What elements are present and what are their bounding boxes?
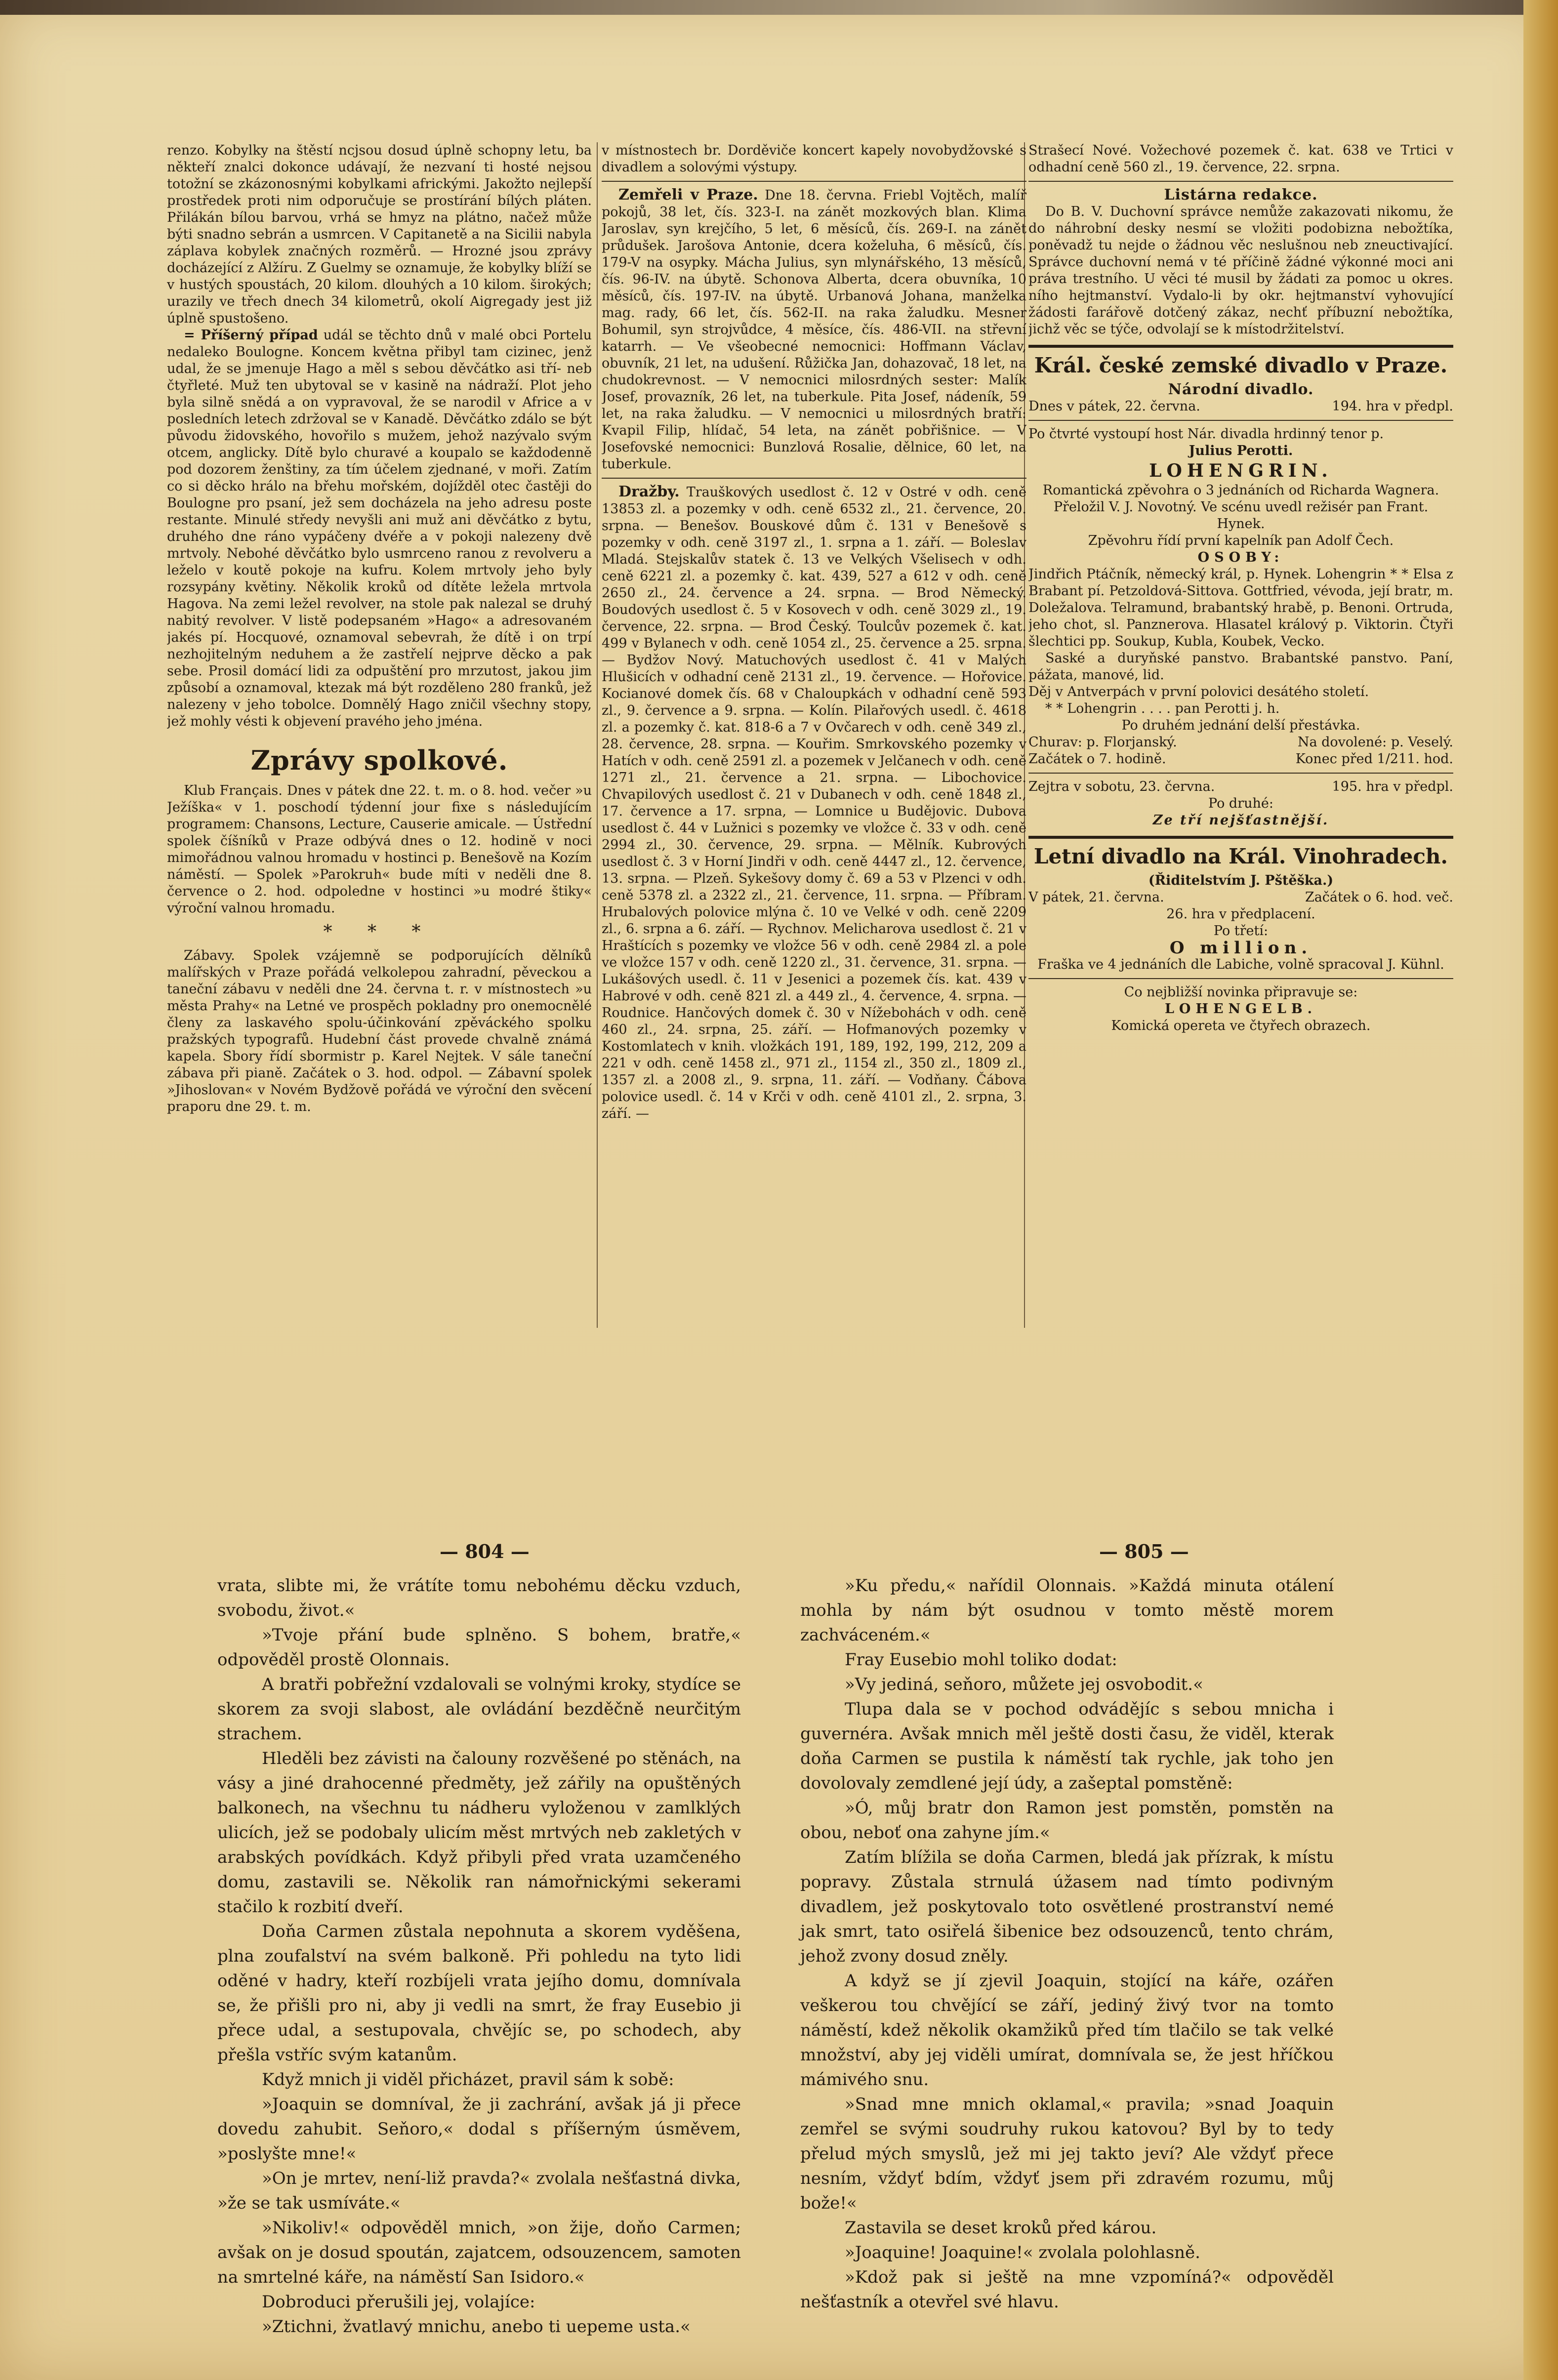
novel-paragraph: Zastavila se deset kroků před károu. xyxy=(845,2218,1157,2238)
play-description: Romantická zpěvohra o 3 jednáních od Richarda Wagnera. xyxy=(1042,483,1439,498)
novel-paragraph: »Tvoje přání bude splněno. S bohem, bratře,« odpověděl prostě Olonnais. xyxy=(217,1625,741,1670)
novel-paragraph: Tlupa dala se v pochod odvádějíc s sebou mnicha i guvernéra. Avšak mnich měl ještě dosti času, že viděl, kterak doňa Carmen se pustila k náměstí tak rychle, jak toho jen dovolovaly zemdlené její údy, a zašeptal pomstěně: xyxy=(800,1699,1334,1793)
auctions-body: Trauškových usedlost č. 12 v Ostré v odh. ceně 13853 zl. a pozemky v odh. ceně 6532 zl., 21. července, 20. srpna. — Benešov. Bouskové dům č. 131 v Benešově s pozemky v odh. ceně 3197 zl., 1. srpna a 1. září. — Boleslav Mladá. Stejskalův statek č. 13 ve Velkých Všelisech v odh. ceně 6221 zl. a pozemky č. kat. 439, 527 a 612 v odh. ceně 2650 zl., 24. července a 24. srpna. — Brod Německý. Boudových usedlost č. 5 v Kosovech v odh. ceně 3029 zl., 19. července, 22. srpna. — Brod Český. Toulcův pozemek č. kat. 499 v Bylanech v odh. ceně 1054 zl., 25. července a 25. srpna. — Bydžov Nový. Matuchových usedlost č. 41 v Malých Hlušicích v odhadní ceně 2131 zl., 19. července. — Hořovice. Kocianové domek čís. 68 v Chaloupkách v odhadní ceně 593 zl., 9. července a 9. srpna. — Kolín. Pilařových usedl. č. 4618 zl. a pozemky č. kat. 818-6 a 7 v Ovčarech v odh. ceně 349 zl., 28. července, 28. srpna. — Kouřim. Smrkovského pozemky v Hatích v odh. ceně 2591 zl. a pozemek v Jelčanech v odh. ceně 1271 zl., 21. července a 21. srpna. — Libochovice. Chvapilových usedlost č. 21 v Dubanech v odh. ceně 1848 zl., 17. července a 17. srpna, — Lomnice u Budějovic. Dubova usedlost č. 44 v Lužnici s pozemky ve vložce č. 33 v odh. ceně 2994 zl., 30. července, 29. srpna. — Mělník. Kubrových usedlost č. 3 v Horní Jindři v odh. ceně 4447 zl., 12. července, 13. srpna. — Plzeň. Sykešovy domy č. 69 a 53 v Plzenci v odh. ceně 5378 zl. a 2322 zl., 21. července, 11. srpna. — Příbram. Hrubalových polovice mlýna č. 10 ve Velké v odh. ceně 2209 zl., 6. srpna a 6. září. — Rychnov. Melicharova usedlost č. 21 v Hraštících s pozemky ve vložce 56 v odh. ceně 2984 zl. a pole ve vložce 157 v odh. ceně 1220 zl., 31. července, 31. srpna. — Lukášových usedl. č. 11 v Jesenici a pozemek čís. kat. 439 v Habrové v odh. ceně 821 zl. a 449 zl., 4. července, 4. srpna. — Roudnice. Hančových domek č. 30 v Nížebohách v odh. ceně 460 zl., 24. srpna, 25. září. — Hofmanových pozemky v Kostomlatech v knih. vložkách 191, 189, 192, 199, 212, 209 a 221 v odh. ceně 1458 zl., 971 zl., 1154 zl., 350 zl., 1809 zl., 1357 zl. a 2008 zl., 9. srpna, 11. září. — Vodňany. Čábova polovice usedl. č. 14 v Krči v odh. ceně 4101 zl., 2. srpna, 3. září. — xyxy=(602,485,1026,1121)
cast-title: OSOBY: xyxy=(1197,550,1284,565)
next-number: 195. hra v předpl. xyxy=(1332,779,1453,794)
page-number-left: — 804 — xyxy=(440,1540,530,1562)
novel-paragraph: »Vy jediná, seňoro, můžete jej osvobodit.« xyxy=(845,1675,1203,1694)
summer-date: V pátek, 21. června. xyxy=(1028,890,1164,905)
cast-list: Jindřich Ptáčník, německý král, p. Hynek. Lohengrin * * Elsa z Brabant pí. Petzoldová-Sittova. Gottfried, vévoda, její bratr, m. Doležalova. Telramund, brabantský hrabě, p. Benoni. Ortruda, jeho chot, sl. Panznerova. Hlasatel králový p. Viktorin. Čtyři šlechtici pp. Soukup, Kubla, Koubek, Vecko. xyxy=(1028,567,1453,649)
locust-report: renzo. Kobylky na štěstí ncjsou dosud úplně schopny letu, ba někteří znalci dokonce udávají, že nezvaní ti hosté nejsou totožní se zkázonosnými kobylkami africkými. Jakožto nejlepší prostředek proti nim odporučuje se prostírání bílých pláten. Přilákán bílou barvou, vrhá se hmyz na plátno, načež může býti snadno sebrán a usmrcen. V Capitanetě a na Sicilii nabyla záplava kobylek značných rozměrů. — Hrozné jsou zprávy docházející z Alžíru. Z Guelmy se oznamuje, že kobylky blíží se v hustých spoustách, 20 kilom. dlouhých a 10 kilom. širokých; urazily ve třech dnech 34 kilometrů, okolí Aigregady jest již úplně spustošeno. xyxy=(167,143,592,326)
scan-right-edge xyxy=(1523,0,1558,2380)
novel-paragraph: »Kdož pak si ještě na mne vzpomíná?« odpověděl nešťastník a otevřel své hlavu. xyxy=(800,2267,1334,2312)
deaths-notice xyxy=(602,187,1026,473)
guest-note: Po čtvrté vystoupí host Nár. divadla hrdinný tenor p. xyxy=(1028,426,1384,442)
summer-play: O million. xyxy=(1169,938,1312,958)
summer-start: Začátek o 6. hod. več. xyxy=(1305,890,1453,905)
editorial-letters-body: Do B. V. Duchovní správce nemůže zakazovati nikomu, že do náhrobní desky nesmí se vložiti podobizna nebožtíka, poněvadž tu nejde o žádnou věc neslušnou neb zneuctivající. Správce duchovní nemá v té příčině žádné výkonné moci ani práva trestního. U věci té musil by žádati za pomoc u okres. ního hejtmanství. Vydalo-li by okr. hejtmanství vyhovující žádosti farářově dotčený zákaz, nechť příbuzní nebožtíka, jichž věc se týče, odvolají se k místodržitelství. xyxy=(1028,204,1453,337)
leave-note: Na dovolené: p. Veselý. xyxy=(1297,735,1453,750)
guest-name: Julius Perotti. xyxy=(1189,443,1293,458)
ill-note: Churav: p. Florjanský. xyxy=(1028,735,1177,750)
novel-paragraph: »Snad mne mnich oklamal,« pravila; »snad Joaquin zemřel se svými soudruhy rukou katovou? Byl by to tedy přelud mých smyslů, jež mi jej takto jeví? Ale vždyť přece nesním, vždyť bdím, vždyť jsem při zdravém rozumu, můj bože!« xyxy=(800,2094,1334,2213)
club-news: Klub Français. Dnes v pátek dne 22. t. m. o 8. hod. večer »u Ježíška« v 1. poschodí týdenní jour fixe s následujícím programem: Chansons, Lecture, Causerie amicale. — Ústřední spolek číšníků v Praze odbývá dnes o 12. hodině v noci mimořádnou valnou hromadu v hostinci p. Benešově na Kozím náměstí. — Spolek »Parokruh« bude míti v neděli dne 8. července o 2. hod. odpoledne v hostinci »u modré štiky« výroční valnou hromadu. xyxy=(167,783,592,916)
column-rule xyxy=(597,142,598,1328)
divider-thick xyxy=(1028,345,1453,348)
novel-paragraph: Doňa Carmen zůstala nepohnuta a skorem vyděšena, plna zoufalství na svém balkoně. Při pohledu na tyto lidi oděné v hadry, kteří rozbíjeli vrata jejího domu, domnívala se, že přišli pro ni, aby ji vedli na smrt, že fray Eusebio ji přece udal, a sestupovala, chvějíc se, po schodech, aby přešla vstříc svým katanům. xyxy=(217,1922,741,2065)
novel-right-page xyxy=(800,1573,1334,2314)
deaths-body: Dne 18. června. Friebl Vojtěch, malíř pokojů, 38 let, čís. 323-I. na zánět mozkových blan. Klima Jaroslav, syn krejčího, 5 let, 6 měsíců, čís. 269-I. na zánět průdušek. Jarošova Antonie, dcera koželuha, 6 měsíců, čís. 179-V na osypky. Mácha Julius, syn mlynářského, 13 měsíců, čís. 96-IV. na úbytě. Schonova Alberta, dcera obuvníka, 10 měsíců, čís. 197-IV. na úbytě. Urbanová Johana, manželka mag. rady, 66 let, čís. 562-II. na raka žaludku. Mesner Bohumil, syn strojvůdce, 4 měsíce, čís. 486-VII. na střevní katarrh. — Ve všeobecné nemocnici: Hoffmann Václav, obuvník, 21 let, na udušení. Růžička Jan, dohazovač, 18 let, na chudokrevnost. — V nemocnici milosrdných sester: Malík Josef, provazník, 26 let, na tuberkule. Pita Josef, nádeník, 59 let, na raka žaludku. — V nemocnici u milosrdných bratří: Kvapil Filip, hlídač, 54 leta, na zánět pobřišnice. — V Josefovské nemocnici: Bunzlová Rosalie, dělnice, 60 let, na tuberkule. xyxy=(602,188,1026,472)
summer-label: Po třetí: xyxy=(1213,923,1269,939)
summer-theater-subtitle: (Řiditelstvím J. Pštěška.) xyxy=(1148,873,1334,888)
column-2 xyxy=(602,142,1026,1328)
intermission-note: Po druhém jednání delší přestávka. xyxy=(1121,718,1360,733)
novel-paragraph: »On je mrtev, není-liž pravda?« zvolala nešťastná divka, »že se tak usmíváte.« xyxy=(217,2169,741,2213)
novel-paragraph: Když mnich ji viděl přicházet, pravil sám k sobě: xyxy=(262,2070,674,2090)
novel-paragraph: »Ku předu,« nařídil Olonnais. »Každá minuta otálení mohla by nám být osudnou v tomto městě morem zachváceném.« xyxy=(800,1576,1334,1645)
editorial-letters-title: Listárna redakce. xyxy=(1164,186,1318,204)
times-row xyxy=(1028,751,1453,768)
divider xyxy=(1028,181,1453,182)
start-time: Začátek o 7. hodině. xyxy=(1028,751,1166,767)
article-title: = Příšerný případ xyxy=(184,328,318,343)
deaths-title: Zemřeli v Praze. xyxy=(618,186,758,204)
novel-left-page xyxy=(217,1573,741,2339)
divider xyxy=(1028,420,1453,421)
play-title: LOHENGRIN. xyxy=(1149,460,1333,481)
cast-extras: Saské a duryňské panstvo. Brabantské panstvo. Paní, pážata, manové, lid. xyxy=(1028,651,1453,683)
absence-row xyxy=(1028,734,1453,751)
summer-number: 26. hra v předplacení. xyxy=(1166,906,1315,922)
horrible-case-article xyxy=(167,327,592,730)
upcoming-label: Co nejbližší novinka připravuje se: xyxy=(1124,985,1358,1000)
auctions-title: Dražby. xyxy=(618,483,680,500)
next-performance-row xyxy=(1028,779,1453,795)
summer-description: Fraška ve 4 jednáních dle Labiche, volně spracoval J. Kühnl. xyxy=(1037,957,1444,972)
page-number-right: — 805 — xyxy=(1099,1540,1189,1562)
novel-paragraph: »Ó, můj bratr don Ramon jest pomstěn, pomstěn na obou, neboť ona zahyne jím.« xyxy=(800,1798,1334,1843)
concert-notice: v místnostech br. Dorděviče koncert kapely novobydžovské s divadlem a solovými výstupy. xyxy=(602,143,1026,175)
divider xyxy=(1028,773,1453,774)
play-conductor: Zpěvohru řídí první kapelník pan Adolf Čech. xyxy=(1088,533,1394,548)
novel-paragraph: Hleděli bez závisti na čalouny rozvěšené po stěnách, na vásy a jiné drahocenné předměty, jež zářily na opuštěných balkonech, na všechnu tu nádheru vyloženou v zamlklých ulicích, jež se podobaly ulicím měst mrtvých neb zakletých v arabských povídkách. Když přibyli před vrata uzamčeného domu, zastavili se. Několik ran námořnickými sekerami stačilo k rozbití dveří. xyxy=(217,1749,741,1917)
separator-stars: * * * xyxy=(323,922,436,942)
scan-top-edge xyxy=(0,0,1558,15)
novel-paragraph: »Ztichni, žvatlavý mnichu, anebo ti uepeme usta.« xyxy=(262,2317,691,2337)
divider xyxy=(602,181,1026,182)
novel-paragraph: vrata, slibte mi, že vrátíte tomu nebohému děcku vzduch, svobodu, život.« xyxy=(217,1576,741,1620)
novel-paragraph: A bratři pobřežní vzdalovali se volnými kroky, stydíce se skorem za svoji slabost, ale ovládání bezděčně neurčitým strachem. xyxy=(217,1675,741,1744)
column-3 xyxy=(1028,142,1453,1328)
end-time: Konec před 1/211. hod. xyxy=(1295,751,1453,767)
divider xyxy=(602,478,1026,479)
next-play: Ze tří nejšťastnější. xyxy=(1152,813,1329,828)
theater-title: Král. české zemské divadlo v Praze. xyxy=(1034,353,1448,377)
novel-paragraph: »Nikoliv!« odpověděl mnich, »on žije, doňo Carmen; avšak on je dosud spoután, zajatcem, odsouzencem, samoten na smrtelné káře, na náměstí San Isidoro.« xyxy=(217,2218,741,2287)
novel-paragraph: Fray Eusebio mohl toliko dodat: xyxy=(845,1650,1117,1670)
divider-thick xyxy=(1028,836,1453,839)
star-role: * * Lohengrin . . . . pan Perotti j. h. xyxy=(1045,701,1280,716)
article-body: udál se těchto dnů v malé obci Portelu nedaleko Boulogne. Koncem května přibyl tam cizinec, jenž udal, že se jmenuje Hago a měl s sebou děvčátko asi tří- neb čtyřleté. Muž ten ubytoval se v kasině na nádraží. Plot jeho byla silně snědá a on vypravoval, že se narodil v Africe a v posledních letech zdržoval se v Kanadě. Děvčátko zdálo se být původu židovského, hovořilo s mužem, jehož nazývalo svým otcem, anglicky. Dítě bylo churavé a koupalo se každodenně pod dozorem ženštiny, za tím účelem zjednané, v moři. Zatím co si děcko hrálo na břehu mořském, dojížděl otec častěji do Boulogne pro psaní, jež sem docházela na jeho adresu poste restante. Minulé středy nevyšli ani muž ani děvčátko z bytu, druhého dne ráno vypáčeny dvéře a v pokoji nalezeny dvě mrtvoly. Nebohé děvčátko bylo usmrceno ranou z revolveru a leželo v koutě pokoje na kufru. Kolem mrtvoly jeho byly rozsypány květiny. Několik kroků od dítěte ležela mrtvola Hagova. Na zemi ležel revolver, na stole pak nalezal se druhý nabitý revolver. V listě podepsaném »Hago« a adresovaném jakés pí. Hocquové, oznamoval sebevrah, že dítě i on trpí nezhojitelným neduhem a že zastřelí nejprve děcko a pak sebe. Prosil domácí lidi za odpuštění pro mrzutost, jakou jim způsobí a oznamoval, ktezak má být rozděleno 280 franků, jež nalezeny v jeho tobolce. Domnělý Hago zničil všechny stopy, jež mohly vésti k objevení pravého jeho jména. xyxy=(167,328,592,729)
section-heading-clubs: Zprávy spolkové. xyxy=(250,744,508,776)
upcoming-title: LOHENGELB. xyxy=(1164,1001,1317,1017)
theater-subtitle: Národní divadlo. xyxy=(1168,381,1314,398)
novel-paragraph: A když se jí zjevil Joaquin, stojící na káře, ozářen veškerou tou chvějící se září, jediný živý tvor na tomto náměstí, kdež několik okamžiků před tím tlačilo se tak velké množství, aby jej viděli umírat, domnívala se, že jest hříčkou mámivého snu. xyxy=(800,1971,1334,2090)
entertainment-news: Zábavy. Spolek vzájemně se podporujících dělníků malířských v Praze pořádá velkolepou zahradní, pěveckou a taneční zábavu v neděli dne 24. června t. r. v místnostech »u města Prahy« na Letné ve prospěch pokladny pro onemocnělé členy za laskavého spolu-účinkování zpěváckého spolku pražských typografů. Hudební část provede chvalně známá kapela. Sbory řídí sbormistr p. Karel Nejtek. V sále taneční zábava při pianě. Začátek o 3. hod. odpol. — Zábavní spolek »Jihoslovan« v Novém Bydžově pořádá ve výroční den svěcení praporu dne 29. t. m. xyxy=(167,948,592,1114)
performance-number: 194. hra v předpl. xyxy=(1332,399,1453,414)
next-date: Zejtra v sobotu, 23. června. xyxy=(1028,779,1215,794)
performance-date: Dnes v pátek, 22. června. xyxy=(1028,399,1200,414)
auctions-notice xyxy=(602,484,1026,1122)
play-setting: Děj v Antverpách v první polovici desátého století. xyxy=(1028,684,1369,699)
divider xyxy=(1028,978,1453,979)
upcoming-description: Komická opereta ve čtyřech obrazech. xyxy=(1111,1018,1371,1033)
performance-row xyxy=(1028,398,1453,415)
novel-paragraph: Dobroduci přerušili jej, volajíce: xyxy=(262,2292,535,2312)
novel-paragraph: »Joaquine! Joaquine!« zvolala polohlasně. xyxy=(845,2243,1200,2262)
novel-paragraph: Zatím blížila se doňa Carmen, bledá jak přízrak, k místu popravy. Zůstala strnulá úžasem nad tímto podivným divadlem, jež poskytovalo toto osvětlené prostranství nemé jak smrt, tato osiřelá šibenice bez odsouzenců, tento chrám, jehož zvony dosud zněly. xyxy=(800,1847,1334,1966)
summer-theater-title: Letní divadlo na Král. Vinohradech. xyxy=(1033,844,1448,868)
column-1 xyxy=(167,142,592,1456)
next-label: Po druhé: xyxy=(1208,796,1273,811)
novel-paragraph: »Joaquin se domníval, že ji zachrání, avšak já ji přece dovedu zahubit. Seňoro,« dodal s příšerným úsměvem, »poslyšte mne!« xyxy=(217,2094,741,2164)
play-translator: Přeložil V. J. Novotný. Ve scénu uvedl režisér pan Frant. Hynek. xyxy=(1053,499,1429,532)
auction-continuation: Strašecí Nové. Vožechové pozemek č. kat. 638 ve Trtici v odhadní ceně 560 zl., 19. července, 22. srpna. xyxy=(1028,143,1453,175)
summer-row xyxy=(1028,889,1453,906)
